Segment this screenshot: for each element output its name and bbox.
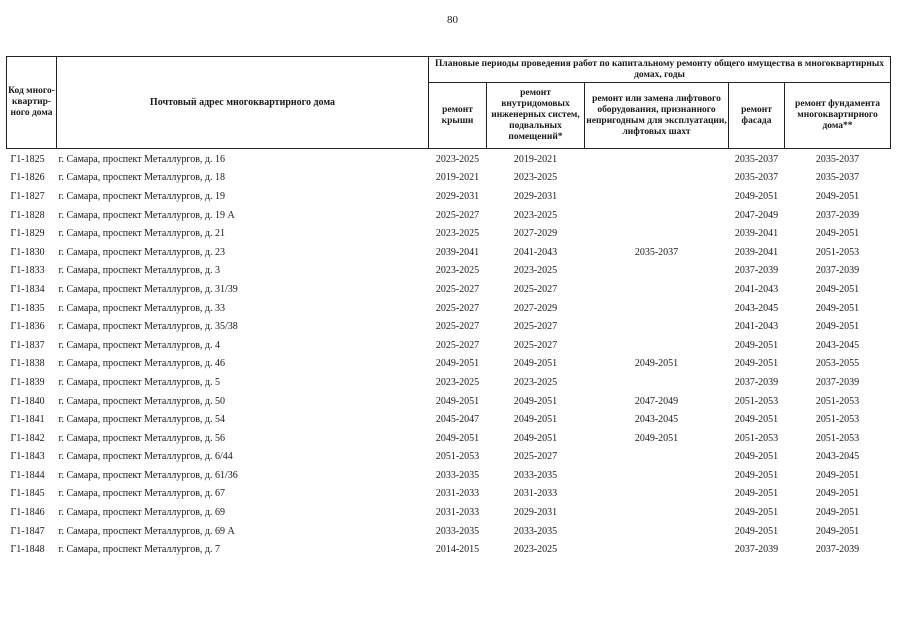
table-row xyxy=(7,206,891,225)
elevator-cell xyxy=(585,206,729,225)
foundation-cell: 2037-2039 xyxy=(815,209,860,221)
roof-cell: 2033-2035 xyxy=(435,469,480,481)
facade-cell: 2049-2051 xyxy=(734,190,779,202)
foundation-cell: 2043-2045 xyxy=(815,339,860,351)
roof-cell: 2031-2033 xyxy=(435,507,480,519)
roof-cell: 2014-2015 xyxy=(435,544,480,556)
code-cell: Г1-1844 xyxy=(10,469,45,481)
code-cell: Г1-1840 xyxy=(10,395,45,407)
address-cell: г. Самара, проспект Металлургов, д. 54 xyxy=(58,414,226,426)
roof-cell: 2033-2035 xyxy=(435,525,480,537)
address-cell: г. Самара, проспект Металлургов, д. 33 xyxy=(58,302,226,314)
engineering-cell: 2025-2027 xyxy=(513,339,558,351)
engineering-cell: 2027-2029 xyxy=(513,302,558,314)
code-cell: Г1-1838 xyxy=(10,358,45,370)
header-elevator: ремонт или замена лифтового оборудования, признанного непригодным для эксплуатации, лифтовых шахт xyxy=(585,83,729,149)
address-cell: г. Самара, проспект Металлургов, д. 61/36 xyxy=(58,469,238,481)
roof-cell: 2023-2025 xyxy=(435,265,480,277)
code-cell: Г1-1845 xyxy=(10,488,45,500)
elevator-cell: 2047-2049 xyxy=(634,395,679,407)
facade-cell: 2039-2041 xyxy=(734,246,779,258)
foundation-cell: 2049-2051 xyxy=(815,321,860,333)
roof-cell: 2025-2027 xyxy=(435,321,480,333)
code-cell: Г1-1833 xyxy=(10,265,45,277)
address-cell: г. Самара, проспект Металлургов, д. 5 xyxy=(58,376,221,388)
table-body xyxy=(7,149,891,560)
elevator-cell: 2035-2037 xyxy=(634,246,679,258)
engineering-cell: 2023-2025 xyxy=(513,172,558,184)
table-row xyxy=(7,448,891,467)
foundation-cell: 2053-2055 xyxy=(815,358,860,370)
roof-cell: 2045-2047 xyxy=(435,414,480,426)
foundation-cell: 2049-2051 xyxy=(815,190,860,202)
table-row xyxy=(7,540,891,559)
code-cell: Г1-1829 xyxy=(10,228,45,240)
roof-cell: 2025-2027 xyxy=(435,209,480,221)
header-facade: ремонт фасада xyxy=(729,83,785,149)
engineering-cell: 2031-2033 xyxy=(513,488,558,500)
facade-cell: 2049-2051 xyxy=(734,451,779,463)
roof-cell: 2023-2025 xyxy=(435,376,480,388)
code-cell: Г1-1825 xyxy=(10,153,45,165)
elevator-cell: 2049-2051 xyxy=(634,358,679,370)
roof-cell: 2039-2041 xyxy=(435,246,480,258)
code-cell: Г1-1828 xyxy=(10,209,45,221)
facade-cell: 2049-2051 xyxy=(734,358,779,370)
header-foundation: ремонт фундамента многоквартирного дома** xyxy=(785,83,891,149)
elevator-cell xyxy=(585,540,729,559)
facade-cell: 2037-2039 xyxy=(734,265,779,277)
table-row xyxy=(7,466,891,485)
roof-cell: 2049-2051 xyxy=(435,358,480,370)
elevator-cell xyxy=(585,485,729,504)
engineering-cell: 2023-2025 xyxy=(513,544,558,556)
elevator-cell: 2049-2051 xyxy=(634,432,679,444)
facade-cell: 2035-2037 xyxy=(734,172,779,184)
code-cell: Г1-1836 xyxy=(10,321,45,333)
facade-cell: 2049-2051 xyxy=(734,525,779,537)
facade-cell: 2035-2037 xyxy=(734,153,779,165)
engineering-cell: 2025-2027 xyxy=(513,283,558,295)
engineering-cell: 2029-2031 xyxy=(513,190,558,202)
table-row xyxy=(7,317,891,336)
roof-cell: 2019-2021 xyxy=(435,172,480,184)
elevator-cell xyxy=(585,187,729,206)
address-cell: г. Самара, проспект Металлургов, д. 16 xyxy=(58,153,226,165)
engineering-cell: 2027-2029 xyxy=(513,228,558,240)
facade-cell: 2047-2049 xyxy=(734,209,779,221)
table-row xyxy=(7,169,891,188)
page-number: 80 xyxy=(447,14,458,26)
elevator-cell xyxy=(585,280,729,299)
elevator-cell xyxy=(585,262,729,281)
address-cell: г. Самара, проспект Металлургов, д. 6/44 xyxy=(58,451,233,463)
foundation-cell: 2049-2051 xyxy=(815,228,860,240)
table-row xyxy=(7,373,891,392)
foundation-cell: 2035-2037 xyxy=(815,172,860,184)
engineering-cell: 2025-2027 xyxy=(513,321,558,333)
table-row xyxy=(7,299,891,318)
code-cell: Г1-1848 xyxy=(10,544,45,556)
foundation-cell: 2051-2053 xyxy=(815,395,860,407)
foundation-cell: 2049-2051 xyxy=(815,507,860,519)
roof-cell: 2025-2027 xyxy=(435,339,480,351)
code-cell: Г1-1839 xyxy=(10,376,45,388)
address-cell: г. Самара, проспект Металлургов, д. 18 xyxy=(58,172,226,184)
engineering-cell: 2033-2035 xyxy=(513,525,558,537)
code-cell: Г1-1830 xyxy=(10,246,45,258)
roof-cell: 2049-2051 xyxy=(435,395,480,407)
engineering-cell: 2049-2051 xyxy=(513,358,558,370)
engineering-cell: 2049-2051 xyxy=(513,395,558,407)
elevator-cell xyxy=(585,224,729,243)
foundation-cell: 2049-2051 xyxy=(815,283,860,295)
table-row xyxy=(7,336,891,355)
table-row xyxy=(7,243,891,262)
address-cell: г. Самара, проспект Металлургов, д. 56 xyxy=(58,432,226,444)
engineering-cell: 2023-2025 xyxy=(513,209,558,221)
engineering-cell: 2025-2027 xyxy=(513,451,558,463)
code-cell: Г1-1842 xyxy=(10,432,45,444)
facade-cell: 2049-2051 xyxy=(734,414,779,426)
capital-repair-table xyxy=(6,56,891,559)
elevator-cell xyxy=(585,299,729,318)
facade-cell: 2041-2043 xyxy=(734,283,779,295)
code-cell: Г1-1841 xyxy=(10,414,45,426)
header-roof: ремонт крыши xyxy=(429,83,487,149)
table-row xyxy=(7,149,891,169)
foundation-cell: 2051-2053 xyxy=(815,432,860,444)
table-row xyxy=(7,503,891,522)
foundation-cell: 2049-2051 xyxy=(815,488,860,500)
elevator-cell xyxy=(585,149,729,169)
engineering-cell: 2019-2021 xyxy=(513,153,558,165)
elevator-cell xyxy=(585,336,729,355)
table-row xyxy=(7,392,891,411)
header-periods-group: Плановые периоды проведения работ по капитальному ремонту общего имущества в многоквартирных домах, годы xyxy=(429,57,891,83)
engineering-cell: 2049-2051 xyxy=(513,432,558,444)
engineering-cell: 2041-2043 xyxy=(513,246,558,258)
foundation-cell: 2049-2051 xyxy=(815,469,860,481)
address-cell: г. Самара, проспект Металлургов, д. 19 xyxy=(58,190,226,202)
header-address: Почтовый адрес многоквартирного дома xyxy=(57,57,429,149)
address-cell: г. Самара, проспект Металлургов, д. 7 xyxy=(58,544,221,556)
table-row xyxy=(7,429,891,448)
code-cell: Г1-1826 xyxy=(10,172,45,184)
foundation-cell: 2037-2039 xyxy=(815,376,860,388)
elevator-cell xyxy=(585,503,729,522)
header-code: Код много-квартир-ного дома xyxy=(7,57,57,149)
foundation-cell: 2051-2053 xyxy=(815,246,860,258)
engineering-cell: 2033-2035 xyxy=(513,469,558,481)
facade-cell: 2049-2051 xyxy=(734,488,779,500)
address-cell: г. Самара, проспект Металлургов, д. 23 xyxy=(58,246,226,258)
roof-cell: 2025-2027 xyxy=(435,283,480,295)
roof-cell: 2051-2053 xyxy=(435,451,480,463)
address-cell: г. Самара, проспект Металлургов, д. 35/38 xyxy=(58,321,238,333)
roof-cell: 2023-2025 xyxy=(435,153,480,165)
code-cell: Г1-1847 xyxy=(10,525,45,537)
header-engineering: ремонт внутридомовых инженерных систем, подвальных помещений* xyxy=(487,83,585,149)
table-row xyxy=(7,224,891,243)
table-header xyxy=(7,57,891,149)
address-cell: г. Самара, проспект Металлургов, д. 69 xyxy=(58,507,226,519)
table-row xyxy=(7,262,891,281)
facade-cell: 2039-2041 xyxy=(734,228,779,240)
facade-cell: 2041-2043 xyxy=(734,321,779,333)
address-cell: г. Самара, проспект Металлургов, д. 50 xyxy=(58,395,226,407)
foundation-cell: 2049-2051 xyxy=(815,302,860,314)
roof-cell: 2029-2031 xyxy=(435,190,480,202)
address-cell: г. Самара, проспект Металлургов, д. 31/39 xyxy=(58,283,238,295)
facade-cell: 2051-2053 xyxy=(734,395,779,407)
address-cell: г. Самара, проспект Металлургов, д. 46 xyxy=(58,358,226,370)
elevator-cell: 2043-2045 xyxy=(634,414,679,426)
table-row xyxy=(7,522,891,541)
foundation-cell: 2037-2039 xyxy=(815,265,860,277)
code-cell: Г1-1846 xyxy=(10,507,45,519)
code-cell: Г1-1835 xyxy=(10,302,45,314)
roof-cell: 2031-2033 xyxy=(435,488,480,500)
foundation-cell: 2049-2051 xyxy=(815,525,860,537)
foundation-cell: 2035-2037 xyxy=(815,153,860,165)
code-cell: Г1-1837 xyxy=(10,339,45,351)
elevator-cell xyxy=(585,373,729,392)
facade-cell: 2043-2045 xyxy=(734,302,779,314)
elevator-cell xyxy=(585,448,729,467)
elevator-cell xyxy=(585,317,729,336)
engineering-cell: 2023-2025 xyxy=(513,376,558,388)
roof-cell: 2023-2025 xyxy=(435,228,480,240)
foundation-cell: 2051-2053 xyxy=(815,414,860,426)
roof-cell: 2049-2051 xyxy=(435,432,480,444)
table-row xyxy=(7,187,891,206)
elevator-cell xyxy=(585,466,729,485)
facade-cell: 2049-2051 xyxy=(734,469,779,481)
facade-cell: 2049-2051 xyxy=(734,339,779,351)
engineering-cell: 2023-2025 xyxy=(513,265,558,277)
elevator-cell xyxy=(585,522,729,541)
engineering-cell: 2049-2051 xyxy=(513,414,558,426)
address-cell: г. Самара, проспект Металлургов, д. 4 xyxy=(58,339,221,351)
facade-cell: 2049-2051 xyxy=(734,507,779,519)
address-cell: г. Самара, проспект Металлургов, д. 19 А xyxy=(58,209,235,221)
address-cell: г. Самара, проспект Металлургов, д. 3 xyxy=(58,265,221,277)
engineering-cell: 2029-2031 xyxy=(513,507,558,519)
address-cell: г. Самара, проспект Металлургов, д. 21 xyxy=(58,228,226,240)
roof-cell: 2025-2027 xyxy=(435,302,480,314)
elevator-cell xyxy=(585,169,729,188)
facade-cell: 2037-2039 xyxy=(734,376,779,388)
address-cell: г. Самара, проспект Металлургов, д. 69 А xyxy=(58,525,235,537)
code-cell: Г1-1843 xyxy=(10,451,45,463)
code-cell: Г1-1834 xyxy=(10,283,45,295)
foundation-cell: 2037-2039 xyxy=(815,544,860,556)
table-row xyxy=(7,355,891,374)
table-row xyxy=(7,280,891,299)
facade-cell: 2051-2053 xyxy=(734,432,779,444)
code-cell: Г1-1827 xyxy=(10,190,45,202)
table-row xyxy=(7,485,891,504)
table-row xyxy=(7,410,891,429)
facade-cell: 2037-2039 xyxy=(734,544,779,556)
address-cell: г. Самара, проспект Металлургов, д. 67 xyxy=(58,488,226,500)
foundation-cell: 2043-2045 xyxy=(815,451,860,463)
